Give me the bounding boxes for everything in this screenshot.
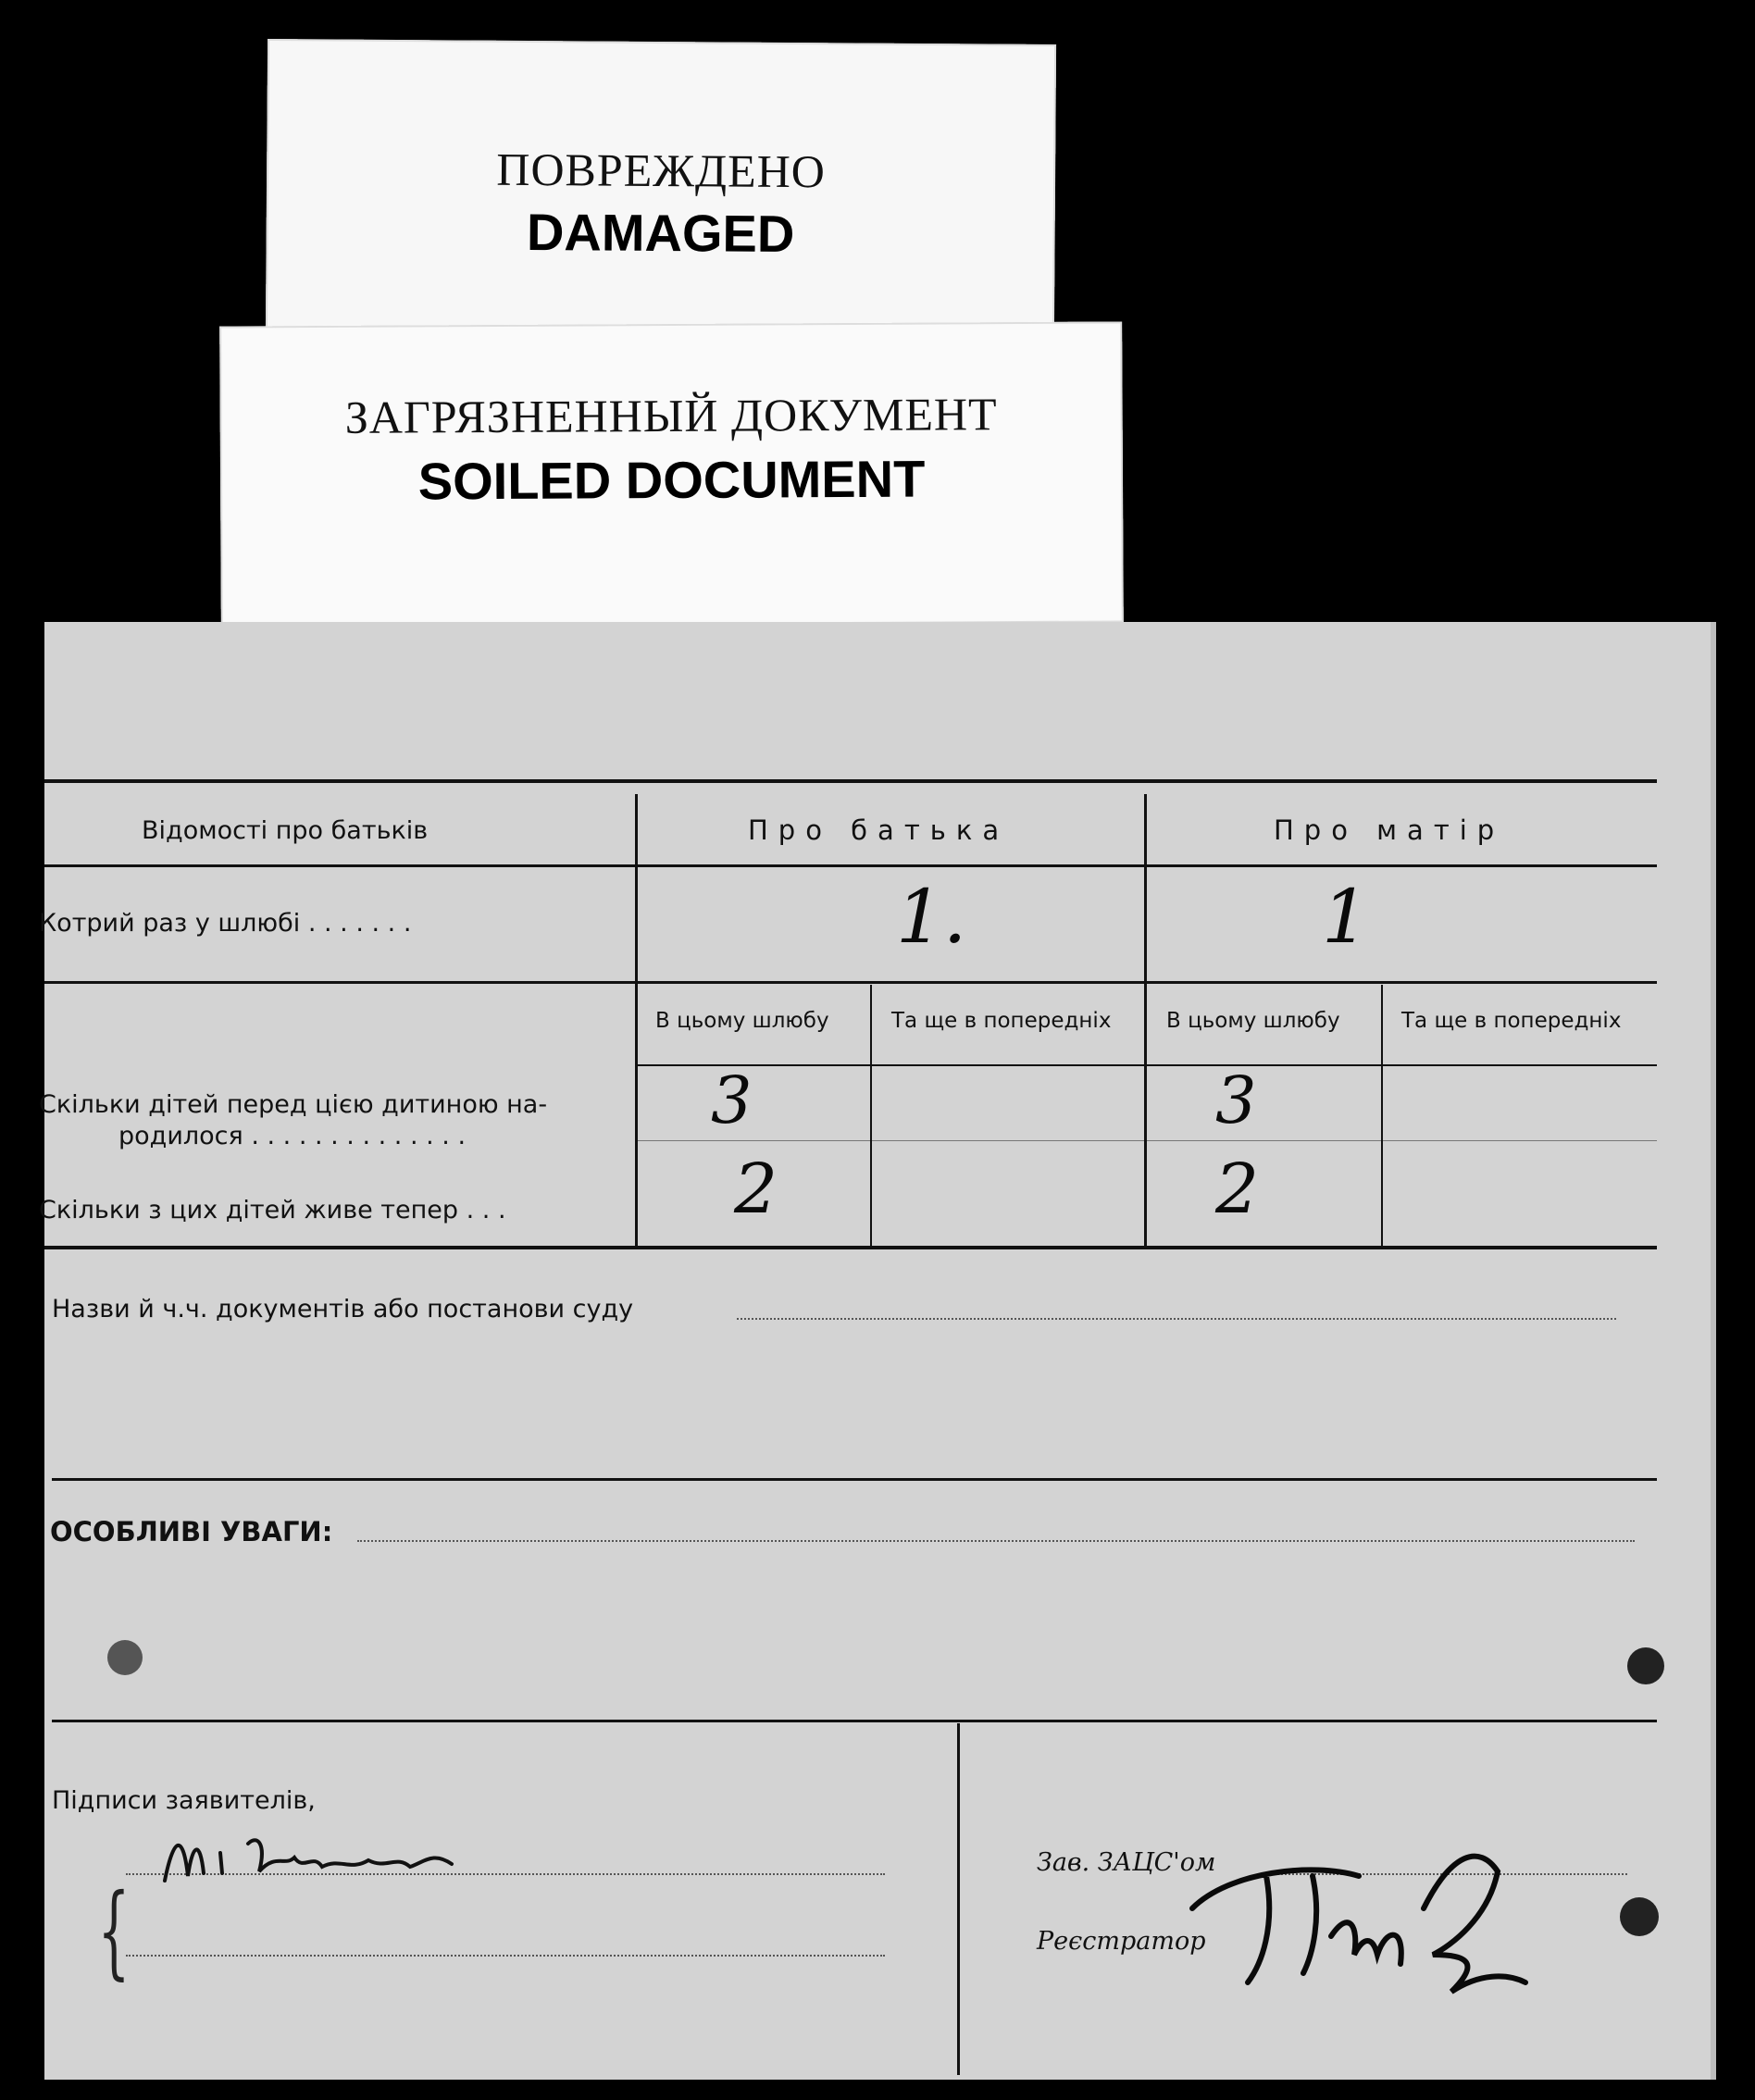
punch-hole-lower (1620, 1897, 1659, 1936)
marriage-count-father-value: 1. (896, 874, 967, 960)
soiled-label-card (219, 321, 1124, 627)
damaged-label-ru: ПОВРЕЖДЕНО (496, 143, 827, 198)
registrar-signature (1174, 1834, 1599, 2019)
stain-mark (107, 1640, 143, 1675)
children-alive-father-value: 2 (734, 1149, 778, 1229)
marriage-row-bottom-rule (44, 981, 1657, 984)
children-born-label-line1: Скільки дітей перед цією дитиною на- (39, 1090, 548, 1119)
table-bottom-rule (44, 1246, 1657, 1249)
col-rule-father (635, 794, 638, 1246)
punch-hole-upper (1627, 1647, 1664, 1684)
damaged-label-en: DAMAGED (526, 202, 795, 264)
applicants-brace: { (97, 1871, 131, 1990)
col-rule-mother (1144, 794, 1147, 1246)
header-bottom-rule (44, 864, 1657, 867)
signature-divider (957, 1723, 960, 2075)
children-born-mother-value: 3 (1215, 1062, 1257, 1138)
col-rule-mother-prev (1381, 985, 1383, 1246)
head-label: Зав. ЗАЦС'ом (1037, 1848, 1216, 1877)
applicant-line-2 (126, 1955, 885, 1957)
father-header: Про батька (748, 814, 1010, 846)
children-born-father-value: 3 (711, 1062, 753, 1138)
soiled-label-en: SOILED DOCUMENT (417, 449, 926, 511)
mother-header: Про матір (1274, 814, 1505, 846)
remarks-label: ОСОБЛИВІ УВАГИ: (50, 1516, 333, 1547)
documents-label: Назви й ч.ч. документів або постанови суду (52, 1295, 634, 1323)
documents-dotted-line (737, 1318, 1616, 1320)
soiled-label-ru: ЗАГРЯЗНЕННЫЙ ДОКУМЕНТ (344, 388, 998, 443)
children-born-label-line2: родилося . . . . . . . . . . . . . . (118, 1122, 467, 1150)
col-rule-father-prev (870, 985, 872, 1246)
registration-form-sheet (39, 622, 1716, 2080)
damaged-label-card (266, 39, 1056, 336)
marriage-count-mother-value: 1 (1322, 874, 1369, 960)
applicants-label: Підписи заявителів, (52, 1786, 316, 1815)
mother-previous-header: Та ще в попередніх (1401, 1009, 1622, 1033)
documents-bottom-rule (52, 1478, 1657, 1481)
remarks-dotted-line (357, 1540, 1635, 1542)
children-alive-mother-value: 2 (1215, 1149, 1260, 1229)
registrar-label: Реєстратор (1037, 1927, 1206, 1956)
table-top-rule (44, 779, 1657, 783)
marriage-count-label: Котрий раз у шлюбі . . . . . . . (39, 909, 412, 938)
applicant-signature (156, 1816, 544, 1899)
parents-info-header: Відомості про батьків (142, 816, 429, 845)
father-this-marriage-header: В цьому шлюбу (655, 1009, 829, 1033)
remarks-bottom-rule (52, 1720, 1657, 1722)
father-previous-header: Та ще в попередніх (891, 1009, 1112, 1033)
children-alive-label: Скільки з цих дітей живе тепер . . . (39, 1196, 506, 1224)
mother-this-marriage-header: В цьому шлюбу (1166, 1009, 1340, 1033)
